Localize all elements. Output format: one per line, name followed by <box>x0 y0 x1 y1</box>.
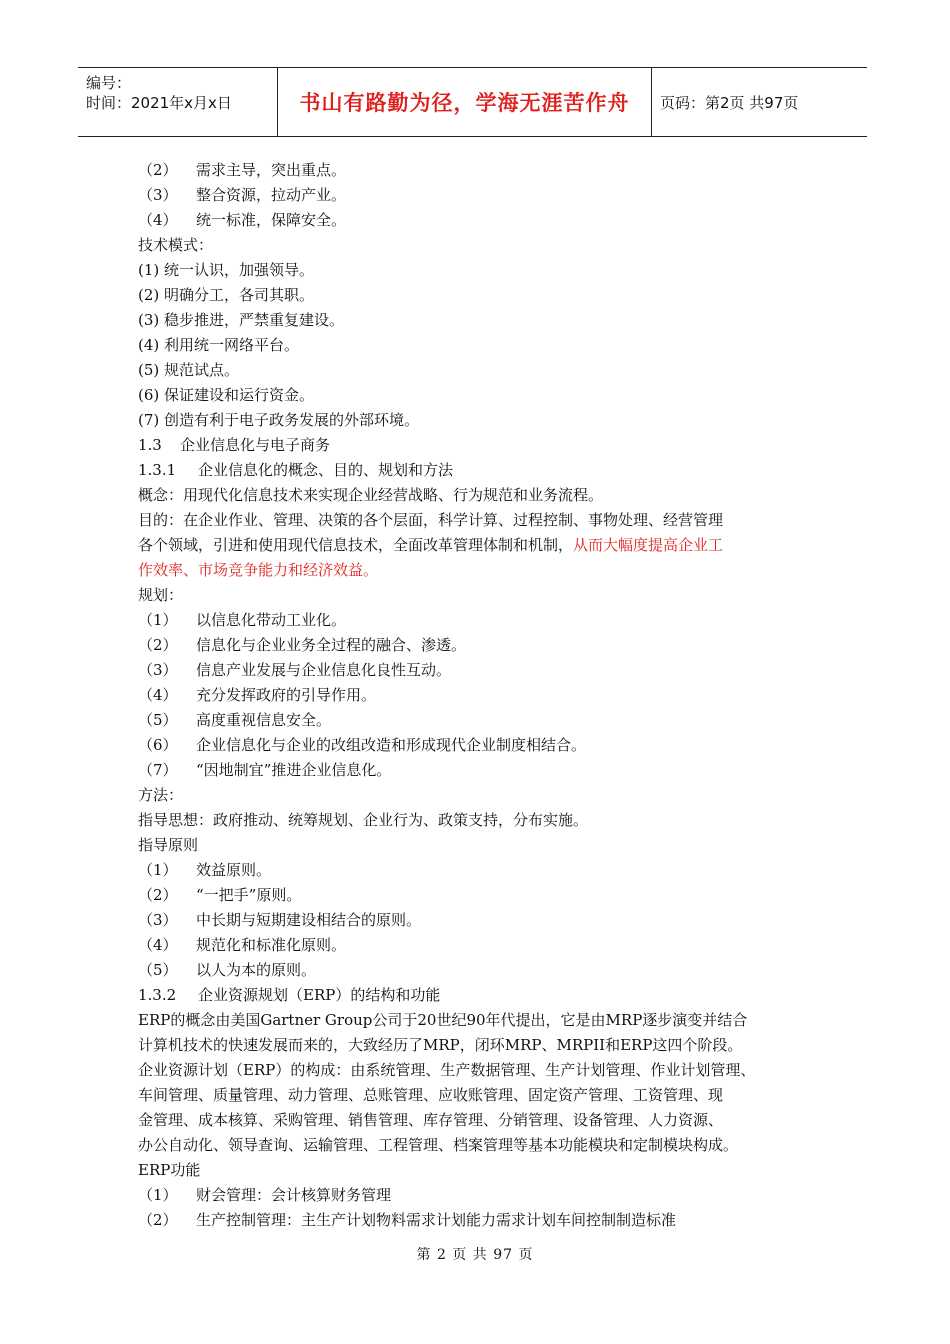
section-heading: 1.3 企业信息化与电子商务 <box>138 436 331 454</box>
document-body <box>138 158 818 1233</box>
paragraph-line: 办公自动化、领导查询、运输管理、工程管理、档案管理等基本功能模块和定制模块构成。 <box>138 1136 739 1154</box>
list-item: (7) 创造有利于电子政务发展的外部环境。 <box>138 411 420 429</box>
list-item: （5） 以人为本的原则。 <box>138 961 317 979</box>
list-item: （4） 充分发挥政府的引导作用。 <box>138 686 377 704</box>
list-item: （1） 以信息化带动工业化。 <box>138 611 347 629</box>
list-item: (1) 统一认识，加强领导。 <box>138 261 315 279</box>
list-item: （3） 中长期与短期建设相结合的原则。 <box>138 911 422 929</box>
subsection-heading: 1.3.1 企业信息化的概念、目的、规划和方法 <box>138 461 454 479</box>
list-item: （2） 信息化与企业业务全过程的融合、渗透。 <box>138 636 467 654</box>
list-item: （3） 整合资源，拉动产业。 <box>138 186 347 204</box>
list-item: (2) 明确分工，各司其职。 <box>138 286 315 304</box>
list-item: （6） 企业信息化与企业的改组改造和形成现代企业制度相结合。 <box>138 736 587 754</box>
highlighted-text: 从而大幅度提高企业工 <box>573 536 724 554</box>
paragraph-line: 车间管理、质量管理、动力管理、总账管理、应收账管理、固定资产管理、工资管理、现 <box>138 1086 724 1104</box>
list-item: （4） 规范化和标准化原则。 <box>138 936 347 954</box>
paragraph-line: 指导思想：政府推动、统筹规划、企业行为、政策支持，分布实施。 <box>138 811 589 829</box>
header-time: 时间：2021年x月x日 <box>86 94 232 112</box>
paragraph-line: 技术模式： <box>138 236 214 254</box>
paragraph-line: 各个领域，引进和使用现代信息技术，全面改革管理体制和机制，从而大幅度提高企业工 <box>138 536 724 554</box>
header-page-info: 页码：第2页 共97页 <box>660 93 799 112</box>
list-item: （4） 统一标准，保障安全。 <box>138 211 347 229</box>
header-meta <box>78 68 278 136</box>
list-item: (6) 保证建设和运行资金。 <box>138 386 315 404</box>
header-motto: 书山有路勤为径，学海无涯苦作舟 <box>278 68 652 136</box>
list-item: （2） 需求主导，突出重点。 <box>138 161 347 179</box>
list-item: （3） 信息产业发展与企业信息化良性互动。 <box>138 661 452 679</box>
subsection-heading: 1.3.2 企业资源规划（ERP）的结构和功能 <box>138 986 441 1004</box>
list-item: （5） 高度重视信息安全。 <box>138 711 332 729</box>
paragraph-line: 规划： <box>138 586 184 604</box>
page-footer: 第 2 页 共 97 页 <box>416 1247 534 1263</box>
paragraph-line: 计算机技术的快速发展而来的，大致经历了MRP，闭环MRP、MRPII和ERP这四个阶段。 <box>138 1036 743 1054</box>
paragraph-line: 概念：用现代化信息技术来实现企业经营战略、行为规范和业务流程。 <box>138 486 604 504</box>
paragraph-line: ERP功能 <box>138 1161 201 1179</box>
list-item: (3) 稳步推进，严禁重复建设。 <box>138 311 345 329</box>
list-item: （1） 效益原则。 <box>138 861 272 879</box>
list-item: （2） “一把手”原则。 <box>138 886 302 904</box>
list-item: （7） “因地制宜”推进企业信息化。 <box>138 761 392 779</box>
highlighted-text: 作效率、市场竞争能力和经济效益。 <box>138 561 379 579</box>
paragraph-line: 目的：在企业作业、管理、决策的各个层面，科学计算、过程控制、事物处理、经营管理 <box>138 511 724 529</box>
paragraph-line: ERP的概念由美国Gartner Group公司于20世纪90年代提出，它是由MRP逐步演变并结合 <box>138 1011 748 1029</box>
list-item: (5) 规范试点。 <box>138 361 240 379</box>
paragraph-line: 金管理、成本核算、采购管理、销售管理、库存管理、分销管理、设备管理、人力资源、 <box>138 1111 724 1129</box>
page-header <box>78 67 867 137</box>
paragraph-line: 方法： <box>138 786 184 804</box>
header-number: 编号： <box>86 74 132 92</box>
list-item: （2） 生产控制管理：主生产计划物料需求计划能力需求计划车间控制制造标准 <box>138 1211 677 1229</box>
list-item: （1） 财会管理：会计核算财务管理 <box>138 1186 392 1204</box>
list-item: (4) 利用统一网络平台。 <box>138 336 300 354</box>
paragraph-line: 指导原则 <box>138 836 199 854</box>
paragraph-line: 企业资源计划（ERP）的构成：由系统管理、生产数据管理、生产计划管理、作业计划管理、 <box>138 1061 756 1079</box>
